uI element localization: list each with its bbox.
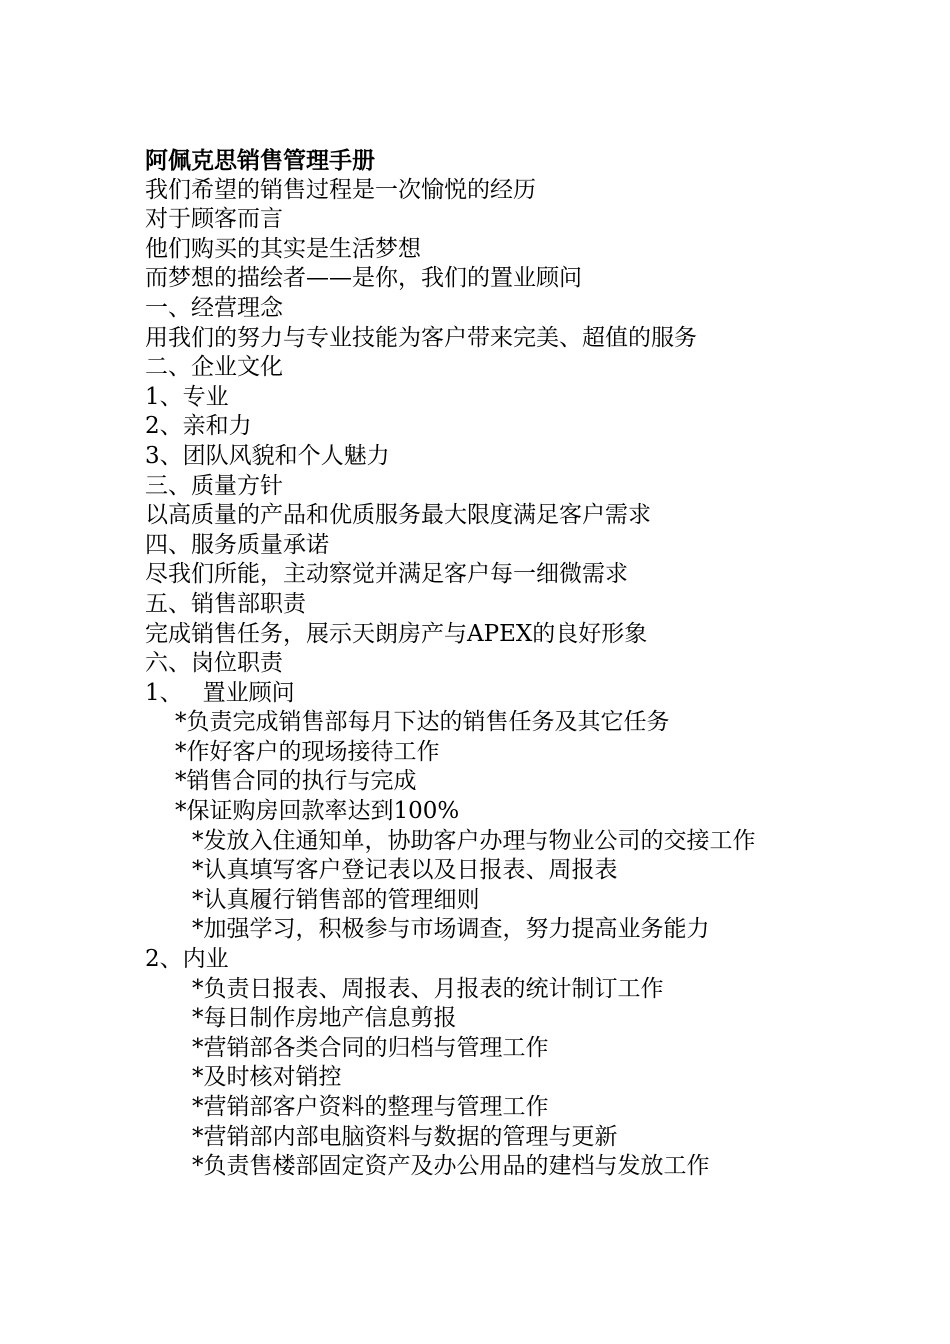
consultant-duty: *作好客户的现场接待工作 bbox=[175, 738, 440, 765]
role-name: 置业顾问 bbox=[202, 679, 295, 706]
internal-duty: *营销部各类合同的归档与管理工作 bbox=[192, 1034, 549, 1061]
consultant-duty: *负责完成销售部每月下达的销售任务及其它任务 bbox=[175, 709, 670, 736]
internal-duty: *每日制作房地产信息剪报 bbox=[192, 1005, 457, 1032]
section-text-quality-policy: 以高质量的产品和优质服务最大限度满足客户需求 bbox=[145, 502, 651, 529]
consultant-duty: *加强学习，积极参与市场调查，努力提高业务能力 bbox=[192, 916, 710, 943]
culture-item: 3、团队风貌和个人魅力 bbox=[145, 442, 390, 469]
consultant-duty: *认真填写客户登记表以及日报表、周报表 bbox=[192, 857, 618, 884]
consultant-duty: *保证购房回款率达到100% bbox=[175, 798, 460, 825]
internal-duty: *负责售楼部固定资产及办公用品的建档与发放工作 bbox=[192, 1153, 710, 1180]
section-heading-sales-duties: 五、销售部职责 bbox=[145, 590, 306, 617]
consultant-duty: *销售合同的执行与完成 bbox=[175, 768, 417, 795]
culture-item: 1、专业 bbox=[145, 383, 229, 410]
document-body bbox=[145, 146, 825, 1182]
intro-line: 而梦想的描绘者——是你，我们的置业顾问 bbox=[145, 265, 582, 292]
document-title: 阿佩克思销售管理手册 bbox=[145, 147, 375, 174]
internal-duty: *负责日报表、周报表、月报表的统计制订工作 bbox=[192, 975, 664, 1002]
intro-line: 我们希望的销售过程是一次愉悦的经历 bbox=[145, 176, 536, 203]
role-heading-consultant bbox=[145, 679, 825, 709]
intro-line: 他们购买的其实是生活梦想 bbox=[145, 235, 421, 262]
section-heading-culture: 二、企业文化 bbox=[145, 354, 283, 381]
section-heading-philosophy: 一、经营理念 bbox=[145, 294, 283, 321]
intro-line: 对于顾客而言 bbox=[145, 206, 283, 233]
internal-duty: *营销部客户资料的整理与管理工作 bbox=[192, 1094, 549, 1120]
internal-duty: *营销部内部电脑资料与数据的管理与更新 bbox=[192, 1123, 618, 1150]
internal-duty: *及时核对销控 bbox=[192, 1064, 342, 1091]
consultant-duty: *认真履行销售部的管理细则 bbox=[192, 886, 480, 913]
section-heading-service-promise: 四、服务质量承诺 bbox=[145, 531, 329, 558]
section-heading-job-duties: 六、岗位职责 bbox=[145, 650, 283, 677]
role-heading-internal: 2、内业 bbox=[145, 946, 229, 973]
section-text-philosophy: 用我们的努力与专业技能为客户带来完美、超值的服务 bbox=[145, 324, 697, 351]
section-text-service-promise: 尽我们所能，主动察觉并满足客户每一细微需求 bbox=[145, 561, 628, 588]
section-text-sales-duties: 完成销售任务，展示天朗房产与APEX的良好形象 bbox=[145, 620, 648, 647]
role-number: 1、 bbox=[145, 679, 183, 706]
consultant-duty: *发放入住通知单，协助客户办理与物业公司的交接工作 bbox=[192, 827, 756, 854]
culture-item: 2、亲和力 bbox=[145, 413, 252, 440]
section-heading-quality-policy: 三、质量方针 bbox=[145, 472, 283, 499]
